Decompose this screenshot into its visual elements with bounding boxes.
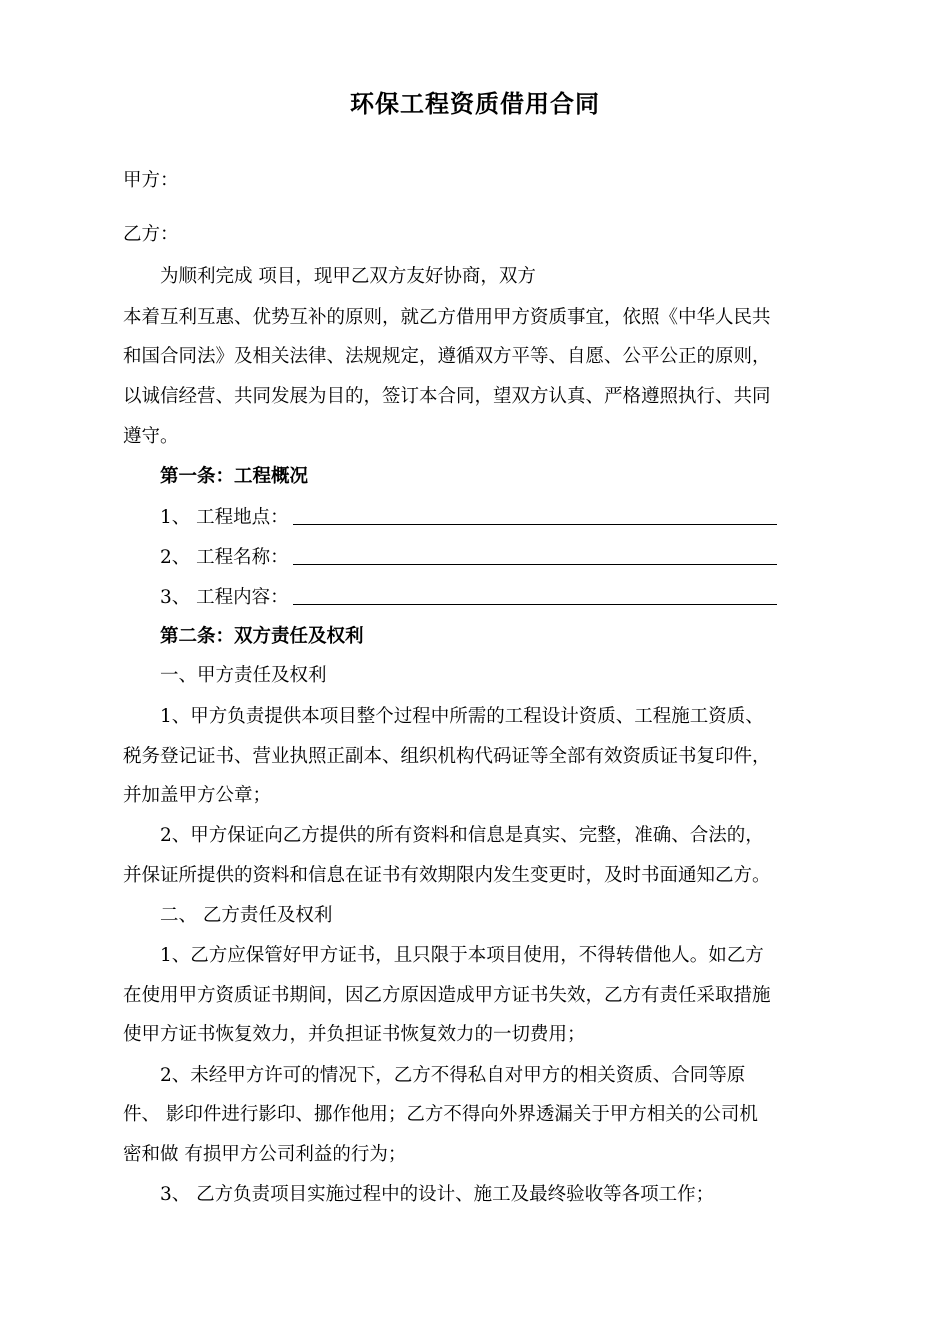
section-b-line: 3、 乙方负责项目实施过程中的设计、施工及最终验收等各项工作； [160, 1184, 715, 1205]
section-a-line: 2、甲方保证向乙方提供的所有资料和信息是真实、完整，准确、合法的， [160, 825, 764, 846]
preamble-line: 和国合同法》及相关法律、法规规定，遵循双方平等、自愿、公平公正的原则， [123, 346, 771, 367]
project-location-blank [293, 504, 777, 525]
section-b-line: 密和做 有损甲方公司利益的行为； [123, 1144, 407, 1165]
project-content-blank [293, 584, 777, 605]
project-content-row [160, 584, 777, 611]
section-a-line: 并加盖甲方公章； [123, 785, 272, 806]
party-a-label: 甲方： [123, 170, 179, 191]
section-a-line: 税务登记证书、营业执照正副本、组织机构代码证等全部有效资质证书复印件， [123, 746, 771, 767]
article-2-heading: 第二条：双方责任及权利 [160, 626, 364, 647]
document-title: 环保工程资质借用合同 [350, 89, 600, 118]
section-a-line: 并保证所提供的资料和信息在证书有效期限内发生变更时，及时书面通知乙方。 [123, 865, 771, 886]
section-a-heading: 一、甲方责任及权利 [160, 665, 327, 686]
section-a-line: 1、甲方负责提供本项目整个过程中所需的工程设计资质、工程施工资质、 [160, 706, 764, 727]
section-b-line: 1、乙方应保管好甲方证书，且只限于本项目使用，不得转借他人。如乙方 [160, 945, 764, 966]
section-b-line: 在使用甲方资质证书期间，因乙方原因造成甲方证书失效，乙方有责任采取措施 [123, 985, 771, 1006]
section-b-line: 件、 影印件进行影印、挪作他用；乙方不得向外界透漏关于甲方相关的公司机 [123, 1104, 758, 1125]
preamble-line: 遵守。 [123, 426, 179, 447]
article-1-heading: 第一条：工程概况 [160, 466, 309, 487]
project-location-label: 1、 工程地点： [160, 507, 289, 528]
section-b-heading: 二、 乙方责任及权利 [160, 905, 333, 926]
section-b-line: 使甲方证书恢复效力，并负担证书恢复效力的一切费用； [123, 1024, 586, 1045]
preamble-line: 以诚信经营、共同发展为目的，签订本合同，望双方认真、严格遵照执行、共同 [123, 386, 771, 407]
project-content-label: 3、 工程内容： [160, 587, 289, 608]
project-name-blank [293, 544, 777, 565]
project-name-row [160, 544, 777, 571]
project-location-row [160, 504, 777, 531]
preamble-line: 为顺利完成 项目，现甲乙双方友好协商，双方 [160, 266, 536, 287]
project-name-label: 2、 工程名称： [160, 547, 289, 568]
preamble-line: 本着互利互惠、优势互补的原则，就乙方借用甲方资质事宜，依照《中华人民共 [123, 307, 771, 328]
party-b-label: 乙方： [123, 224, 179, 245]
section-b-line: 2、未经甲方许可的情况下，乙方不得私自对甲方的相关资质、合同等原 [160, 1065, 746, 1086]
